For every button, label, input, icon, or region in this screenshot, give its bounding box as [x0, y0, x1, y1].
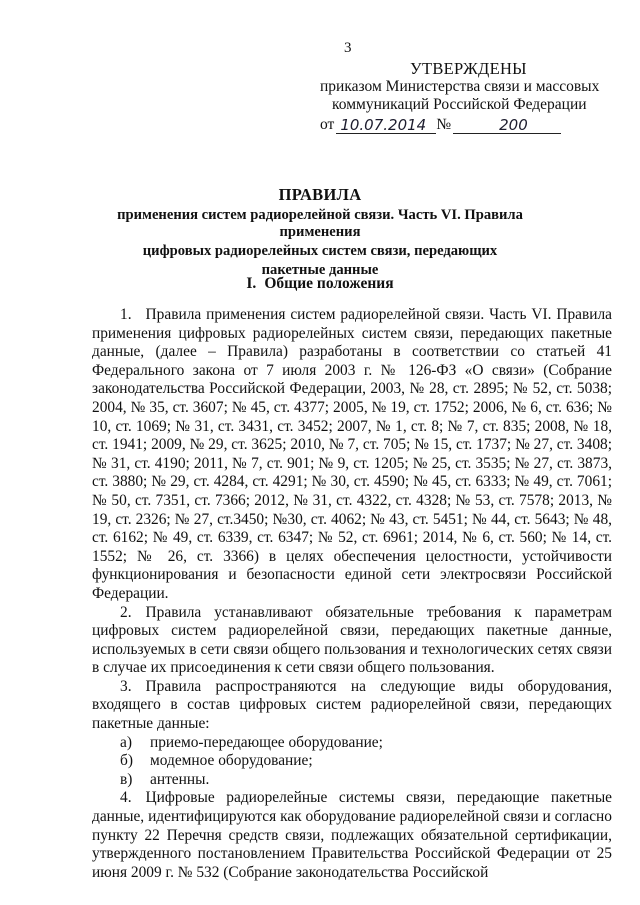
paragraph-text: Цифровые радиорелейные системы связи, передающие пакетные данные, идентифицируются как оборудование радиорелейной связи и согласно пункту 22 Перечня средств связи, подлежащих обязательной сертификации, утвержденного постановлением Правительства Российской Федерации от 25 июня 2009 г. № 532 (Собрание законодательства Российской: [92, 789, 612, 881]
document-title: [80, 185, 560, 279]
document-body: [92, 306, 612, 882]
paragraph-text: Правила распространяются на следующие виды оборудования, входящего в состав цифровых систем радиорелейной связи, передающих пакетные данные:: [92, 677, 612, 733]
paragraph-number: 3.: [120, 677, 132, 695]
paragraph-text: Правила применения систем радиорелейной связи. Часть VI. Правила применения цифровых радиорелейных систем связи, передающих пакетные данные, (далее – Правила) разработаны в соответствии со статьей 41 Федерального закона от 7 июля 2003 г. № 126-ФЗ «О связи» (Собрание законодательства Российской Федерации, 2003, № 28, ст. 2895; № 52, ст. 5038; 2004, № 35, ст. 3607; № 45, ст. 4377; 2005, № 19, ст. 1752; 2006, № 6, ст. 636; № 10, ст. 1069; № 31, ст. 3431, ст. 3452; 2007, № 1, ст. 8; № 7, ст. 835; 2008, № 18, ст. 1941; 2009, № 29, ст. 3625; 2010, № 7, ст. 705; № 15, ст. 1737; № 27, ст. 3408; № 31, ст. 4190; 2011, № 7, ст. 901; № 9, ст. 1205; № 25, ст. 3535; № 27, ст. 3873, ст. 3880; № 29, ст. 4284, ст. 4291; № 30, ст. 4590; № 45, ст. 6333; № 49, ст. 7061; № 50, ст. 7351, ст. 7366; 2012, № 31, ст. 4322, ст. 4328; № 53, ст. 7578; 2013, № 19, ст. 2326; № 27, ст.3450; №30, ст. 4062; № 43, ст. 5451; № 44, ст. 5643; № 48, ст. 6162; № 49, ст. 6339, ст. 6347; № 52, ст. 6961; 2014, № 6, ст. 560; № 14, ст. 1552; № 26, ст. 3366) в целях обеспечения целостности, устойчивости функционирования и безопасности единой сети электросвязи Российской Федерации.: [92, 306, 612, 602]
section-heading: [0, 275, 640, 293]
paragraph-number: 2.: [120, 603, 132, 621]
section-title: Общие положения: [264, 275, 394, 292]
list-item: [92, 734, 612, 753]
list-item-label: а): [120, 733, 132, 751]
section-number: I.: [246, 275, 257, 292]
number-prefix: №: [436, 116, 452, 133]
handwritten-number: 200: [453, 117, 561, 134]
date-prefix: от: [320, 116, 335, 133]
paragraph-text: Правила устанавливают обязательные требования к параметрам цифровых систем радиорелейной связи, передающих пакетные данные, используемых в сети связи общего пользования и технологических сетях связи в случае их присоединения к сети связи общего пользования.: [92, 603, 612, 677]
list-item-text: антенны.: [150, 770, 210, 788]
title-subtitle-1: применения систем радиорелейной связи. Часть VI. Правила применения: [117, 207, 523, 240]
paragraph-1: [92, 306, 612, 604]
handwritten-date: 10.07.2014: [336, 117, 436, 134]
title-subtitle-2: цифровых радиорелейных систем связи, передающих: [142, 243, 498, 259]
list-item: [92, 771, 612, 790]
list-item-text: модемное оборудование;: [150, 752, 313, 770]
list-item-label: б): [120, 752, 133, 770]
approval-block: [320, 60, 610, 134]
paragraph-4: [92, 789, 612, 882]
approval-line-1: приказом Министерства связи и массовых: [320, 78, 600, 95]
title-main: ПРАВИЛА: [278, 185, 362, 204]
approval-line-2: коммуникаций Российской Федерации: [332, 96, 587, 113]
paragraph-2: [92, 604, 612, 678]
page-number: 3: [344, 40, 352, 56]
approval-heading: УТВЕРЖДЕНЫ: [410, 59, 527, 78]
paragraph-number: 1.: [120, 306, 132, 323]
title-subtitle-3: пакетные данные: [261, 262, 379, 278]
list-item: [92, 752, 612, 771]
paragraph-3: [92, 678, 612, 734]
list-item-label: в): [120, 770, 133, 788]
approval-signature-line: [320, 116, 610, 134]
paragraph-number: 4.: [120, 789, 132, 807]
list-item-text: приемо-передающее оборудование;: [150, 733, 383, 751]
